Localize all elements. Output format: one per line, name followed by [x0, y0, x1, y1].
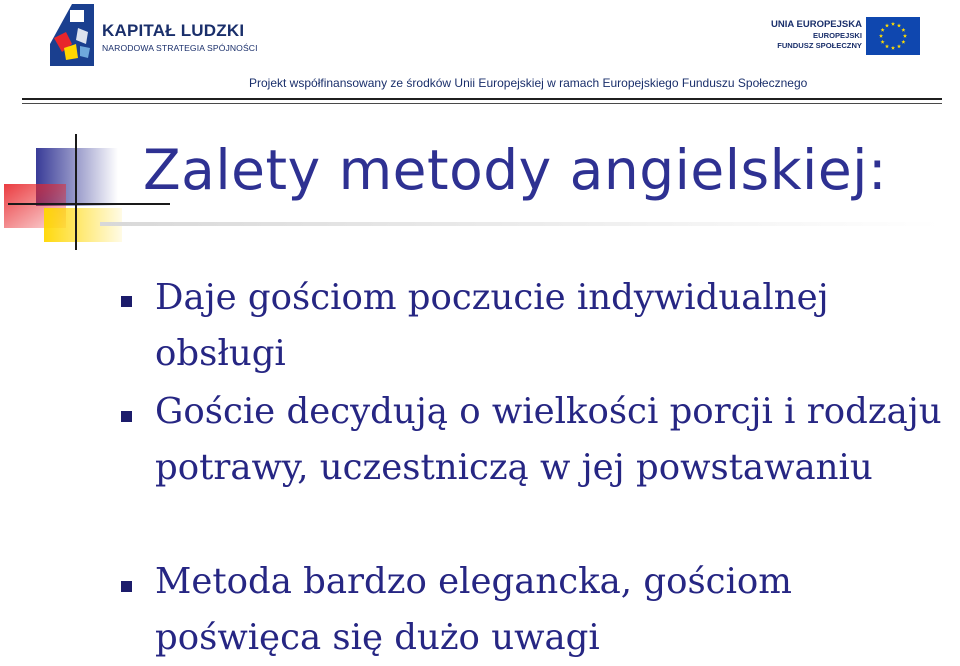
slide-title: Zalety metody angielskiej: — [143, 138, 887, 202]
kapital-ludzki-subtitle: NARODOWA STRATEGIA SPÓJNOŚCI — [102, 43, 258, 53]
project-funding-note: Projekt współfinansowany ze środków Unii Europejskiej w ramach Europejskiego Funduszu Społecznego — [249, 76, 808, 90]
bullet-item-2: Goście decydują o wielkości porcji i rodzaju potrawy, uczestniczą w jej powstawaniu — [155, 391, 942, 488]
eu-logo-line-1: UNIA EUROPEJSKA — [771, 19, 862, 30]
kapital-ludzki-emblem-icon — [50, 4, 94, 66]
kapital-ludzki-title: KAPITAŁ LUDZKI — [102, 21, 245, 40]
bullet-square-icon — [121, 411, 132, 422]
eu-flag-icon — [866, 17, 920, 55]
header-divider-thick — [22, 98, 942, 100]
bullet-square-icon — [121, 581, 132, 592]
kapital-ludzki-logo — [50, 4, 258, 66]
eu-logo-line-3: FUNDUSZ SPOŁECZNY — [777, 41, 862, 50]
bullet-item-3: Metoda bardzo elegancka, gościom poświęca się dużo uwagi — [155, 561, 792, 658]
header-divider-thin — [22, 103, 942, 104]
bullet-item-1: Daje gościom poczucie indywidualnej obsługi — [155, 277, 829, 374]
eu-logo-line-2: EUROPEJSKI — [813, 31, 862, 40]
bullet-square-icon — [121, 296, 132, 307]
eu-logo — [771, 14, 926, 58]
